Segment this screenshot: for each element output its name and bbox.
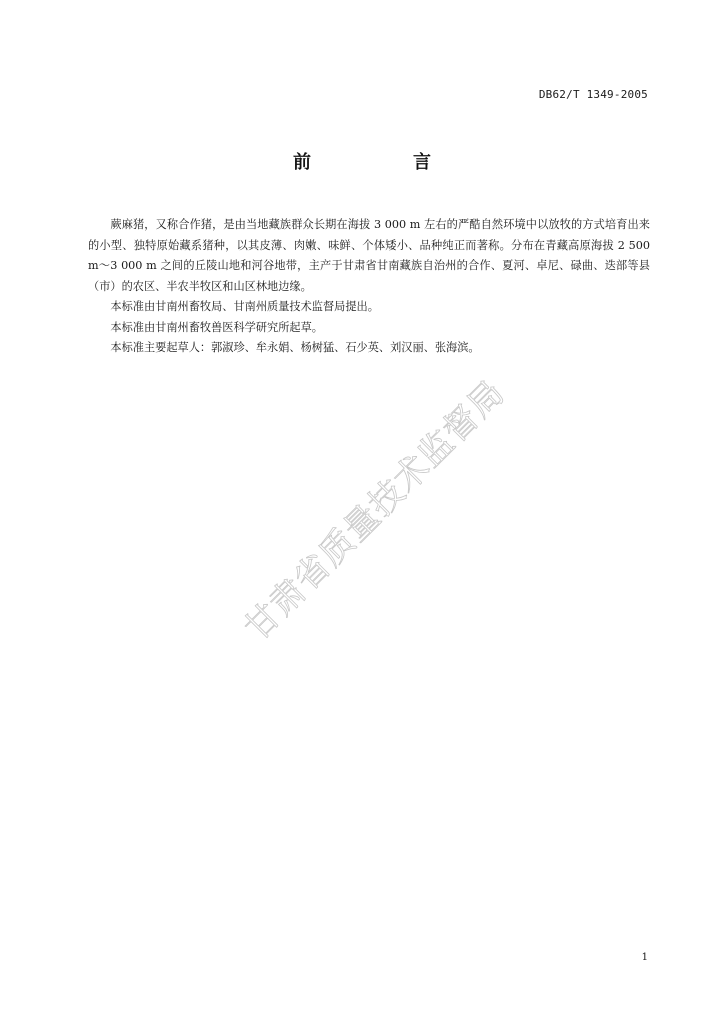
watermark: 甘肃省质量技术监督局 [237,372,513,649]
paragraph-drafting-unit: 本标准由甘南州畜牧兽医科学研究所起草。 [110,320,323,334]
foreword-body [88,215,650,359]
standard-code: DB62/T 1349-2005 [538,88,648,101]
page-number: 1 [641,952,648,963]
page-title: 前 言 [293,152,473,173]
paragraph-drafters: 本标准主要起草人：郭淑珍、牟永娟、杨树猛、石少英、刘汉丽、张海滨。 [110,341,480,354]
paragraph-intro: 蕨麻猪，又称合作猪，是由当地藏族群众长期在海拔 3 000 m 左右的严酷自然环境中以放牧的方式培育出来的小型、独特原始藏系猪种，以其皮薄、肉嫩、味鲜、个体矮小、品种纯正而著称。分布在青藏高原海拔 2 500 m～3 000 m 之间的丘陵山地和河谷地带，主产于甘肃省甘南藏族自治州的合作、夏河、卓尼、碌曲、迭部等县（市）的农区、半农半牧区和山区林地边缘。 [88,218,650,293]
paragraph-proposer: 本标准由甘南州畜牧局、甘南州质量技术监督局提出。 [110,300,379,313]
